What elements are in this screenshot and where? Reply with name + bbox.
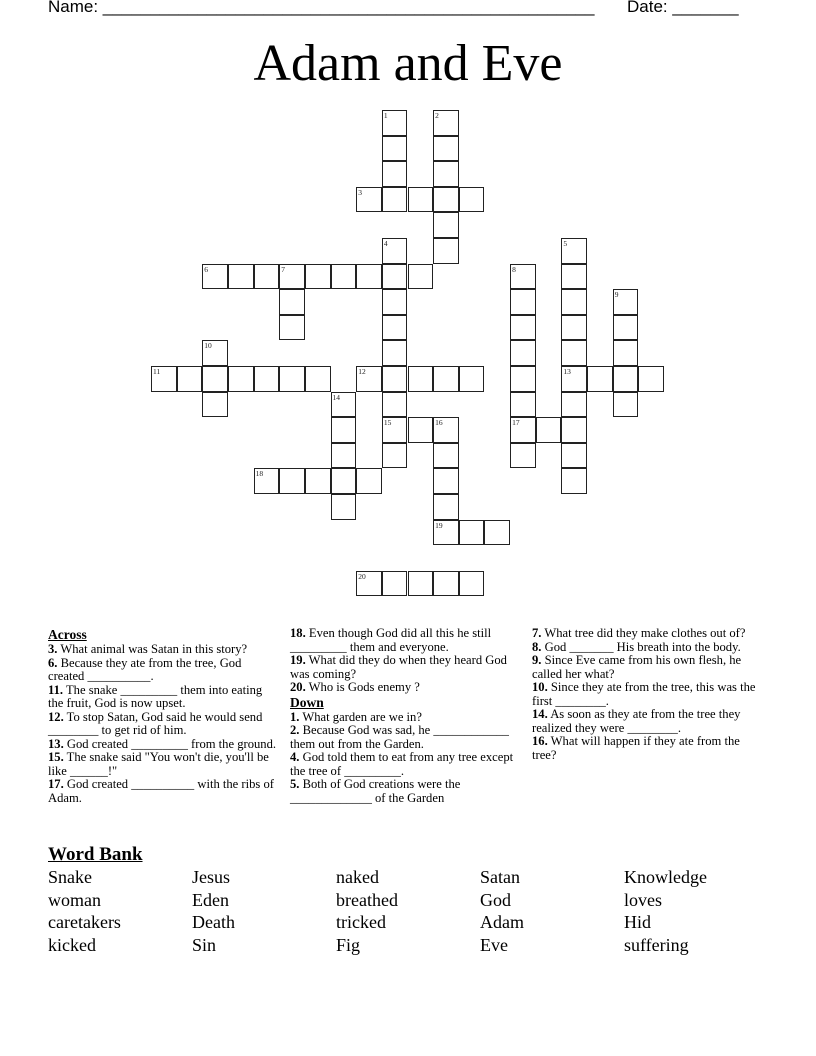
word-bank-word: breathed [336,889,398,910]
crossword-cell[interactable] [382,417,408,443]
clue-number: 18 [255,469,264,479]
clue-number: 19 [435,520,443,530]
clue-number: 20 [358,571,366,581]
crossword-cell[interactable] [433,417,459,443]
clue-number: 8 [512,264,516,274]
crossword-cell[interactable] [510,289,536,315]
crossword-cell[interactable] [382,366,408,392]
crossword-cell[interactable] [151,366,177,392]
clue-across [48,711,280,738]
clue-number: 9 [614,290,619,300]
crossword-cell[interactable] [254,468,280,494]
word-bank-word: Snake [48,867,92,887]
clue-text: God _______ His breath into the body. [541,639,741,654]
clue-down [532,708,764,735]
crossword-cell[interactable] [331,443,357,469]
clue-text: Since Eve came from his own flesh, he called her what? [532,653,742,681]
clue-number-label: 5. [290,777,300,791]
clue-number: 3 [358,187,362,197]
clue-number-label: 18. [290,626,306,640]
clue-number: 13 [563,367,571,376]
clue-text: God created _________ from the ground. [63,736,277,751]
clue-text: To stop Satan, God said he would send ________ to get rid of him. [48,709,263,737]
clue-text: As soon as they ate from the tree they realized they were ________. [532,707,741,735]
word-bank-word: Eve [480,934,508,955]
crossword-cell[interactable] [202,366,228,392]
clue-across [290,681,522,695]
crossword-cell[interactable] [254,264,280,290]
crossword-cell[interactable] [382,136,408,162]
clue-text: God told them to eat from any tree except the tree of _________. [290,750,514,778]
crossword-cell[interactable] [561,340,587,366]
crossword-cell[interactable] [484,520,510,546]
crossword-cell[interactable] [613,340,639,366]
crossword-cell[interactable] [433,212,459,238]
page-title: Adam and Eve [253,35,563,92]
clue-number: 6 [204,264,209,274]
clue-number-label: 7. [532,626,542,640]
clue-number-label: 3. [48,642,58,656]
clue-number-label: 13. [48,736,64,751]
clue-number: 14 [332,392,341,402]
word-bank-word: tricked [336,912,386,933]
crossword-cell[interactable] [228,264,254,290]
crossword-cell[interactable] [408,366,434,392]
clue-number-label: 11. [48,682,64,697]
crossword-cell[interactable] [356,264,382,290]
clue-number: 4 [383,239,388,248]
crossword-cell[interactable] [433,187,459,213]
clue-across [290,654,522,681]
crossword-cell[interactable] [408,417,434,443]
crossword-cell[interactable] [433,468,459,494]
clue-number: 15 [383,418,392,428]
crossword-cell[interactable] [510,443,536,469]
word-bank-word: Jesus [192,867,231,887]
crossword-cell[interactable] [356,366,382,392]
crossword-cell[interactable] [561,443,587,469]
word-bank-word: woman [48,889,101,910]
clue-number-label: 12. [48,709,64,724]
crossword-cell[interactable] [433,136,459,162]
clue-text: Even though God did all this he still _________ them and everyone. [290,626,492,654]
crossword-cell[interactable] [561,238,587,264]
clue-down [532,641,764,655]
word-bank-word: Knowledge [624,867,707,887]
crossword-cell[interactable] [202,264,228,290]
clue-number-label: 14. [532,707,548,721]
word-bank-word: Satan [480,867,520,887]
clue-number: 1 [383,111,388,120]
word-bank-word: Hid [624,912,651,933]
crossword-cell[interactable] [305,264,331,290]
word-bank-word: Sin [192,934,217,955]
clue-text: Because they ate from the tree, God created __________. [48,655,242,683]
word-bank-word: God [480,889,511,910]
clue-number: 10 [204,341,212,351]
crossword-cell[interactable] [433,110,459,136]
crossword-cell[interactable] [510,340,536,366]
clue-number: 2 [435,111,439,120]
crossword-cell[interactable] [305,366,331,392]
crossword-cell[interactable] [382,289,408,315]
clue-number-label: 17. [48,777,64,791]
crossword-cell[interactable] [177,366,203,392]
clue-text: What will happen if they ate from the tree? [532,734,740,762]
crossword-cell[interactable] [279,366,305,392]
clue-number: 11 [153,367,161,376]
crossword-cell[interactable] [613,392,639,418]
clue-number: 5 [563,239,568,248]
clues-column-3 [532,627,764,762]
word-bank-word: Adam [480,912,524,933]
clue-text: What animal was Satan in this story? [57,642,248,656]
crossword-cell[interactable] [433,366,459,392]
clue-down [290,778,522,805]
crossword-cell[interactable] [331,468,357,494]
crossword-cell[interactable] [356,571,382,597]
clue-down [290,724,522,751]
clue-down [532,654,764,681]
word-bank-word: Fig [336,934,361,955]
clue-number-label: 9. [532,653,542,667]
clue-text: Because God was sad, he ____________ them out from the Garden. [290,723,509,751]
crossword-cell[interactable] [561,417,587,443]
crossword-cell[interactable] [510,264,536,290]
clue-down [290,711,522,725]
crossword-cell[interactable] [613,289,639,315]
crossword-cell[interactable] [382,264,408,290]
word-bank-word: suffering [624,934,689,955]
clue-text: What tree did they make clothes out of? [541,626,746,640]
crossword-cell[interactable] [382,392,408,418]
crossword-cell[interactable] [587,366,613,392]
crossword-cell[interactable] [613,315,639,341]
crossword-cell[interactable] [254,366,280,392]
clue-number: 16 [435,418,443,428]
clue-number: 7 [281,264,285,274]
crossword-cell[interactable] [279,289,305,315]
crossword-cell[interactable] [510,392,536,418]
word-bank-word: caretakers [48,912,121,933]
crossword-cell[interactable] [382,110,408,136]
crossword-cell[interactable] [433,520,459,546]
clue-number-label: 20. [290,680,306,694]
clue-number-label: 4. [290,750,300,764]
crossword-cell[interactable] [408,264,434,290]
word-bank-title: Word Bank [48,844,143,865]
clue-text: What did they do when they heard God was coming? [290,653,507,681]
word-bank-word: kicked [48,934,96,955]
clue-text: Since they ate from the tree, this was the first ________. [532,680,756,708]
crossword-cell[interactable] [433,571,459,597]
crossword-cell[interactable] [561,366,587,392]
crossword-cell[interactable] [382,161,408,187]
clue-number: 12 [358,367,366,376]
crossword-cell[interactable] [382,571,408,597]
crossword-cell[interactable] [433,161,459,187]
crossword-cell[interactable] [459,187,485,213]
clue-number-label: 15. [48,750,64,764]
clue-down [532,627,764,641]
clue-number-label: 6. [48,655,58,670]
clue-number-label: 19. [290,653,306,667]
clue-across [48,751,280,778]
clue-number-label: 2. [290,723,300,737]
across-heading: Across [48,627,87,642]
crossword-cell[interactable] [408,187,434,213]
crossword-cell[interactable] [331,392,357,418]
clue-number-label: 16. [532,734,548,748]
crossword-cell[interactable] [202,340,228,366]
crossword-cell[interactable] [561,315,587,341]
crossword-cell[interactable] [613,366,639,392]
clue-number: 17 [512,418,520,428]
crossword-cell[interactable] [561,468,587,494]
clue-across [48,684,280,711]
crossword-cell[interactable] [331,264,357,290]
clues-column-2 [290,627,522,805]
clue-across [290,627,522,654]
crossword-cell[interactable] [433,494,459,520]
crossword-cell[interactable] [382,443,408,469]
clue-text: God created __________ with the ribs of Adam. [48,777,274,805]
crossword-cell[interactable] [202,392,228,418]
crossword-cell[interactable] [382,315,408,341]
crossword-cell[interactable] [638,366,664,392]
crossword-cell[interactable] [331,494,357,520]
clue-text: The snake said "You won't die, you'll be like ______!" [48,750,269,778]
clue-text: Who is Gods enemy ? [305,680,420,694]
clue-down [532,681,764,708]
crossword-cell[interactable] [279,264,305,290]
clue-across [48,657,280,684]
crossword-cell[interactable] [408,571,434,597]
clue-across [48,738,280,752]
crossword-cell[interactable] [433,238,459,264]
crossword-cell[interactable] [459,366,485,392]
clue-down [290,751,522,778]
clue-number-label: 1. [290,709,300,724]
crossword-cell[interactable] [561,289,587,315]
crossword-cell[interactable] [510,366,536,392]
crossword-cell[interactable] [305,468,331,494]
word-bank-word: Eden [192,889,229,910]
clue-number-label: 8. [532,639,542,654]
clue-across [48,643,280,657]
clue-down [532,735,764,762]
clues-column-1 [48,627,280,805]
crossword-cell[interactable] [382,340,408,366]
crossword-cell[interactable] [356,187,382,213]
word-bank-word: naked [336,867,379,887]
crossword-cell[interactable] [561,264,587,290]
clue-text: Both of God creations were the _____________ of the Garden [290,777,461,805]
crossword-cell[interactable] [459,571,485,597]
crossword-cell[interactable] [536,417,562,443]
crossword-grid [151,110,665,598]
word-bank-word: loves [624,889,662,910]
crossword-cell[interactable] [433,443,459,469]
crossword-cell[interactable] [228,366,254,392]
date-field-label[interactable]: Date: _______ [627,0,739,16]
crossword-cell[interactable] [279,315,305,341]
crossword-cell[interactable] [510,315,536,341]
clue-text: The snake _________ them into eating the fruit, God is now upset. [48,682,263,710]
clue-across [48,778,280,805]
clue-text: What garden are we in? [299,709,422,724]
crossword-cell[interactable] [331,417,357,443]
word-bank-word: Death [192,912,235,933]
name-field-label[interactable]: Name: ____________________________________________________ [48,0,595,16]
crossword-cell[interactable] [510,417,536,443]
crossword-cell[interactable] [382,238,408,264]
crossword-cell[interactable] [561,392,587,418]
crossword-cell[interactable] [459,520,485,546]
crossword-cell[interactable] [356,468,382,494]
clue-number-label: 10. [532,680,548,694]
down-heading: Down [290,694,324,710]
crossword-cell[interactable] [382,187,408,213]
crossword-cell[interactable] [279,468,305,494]
